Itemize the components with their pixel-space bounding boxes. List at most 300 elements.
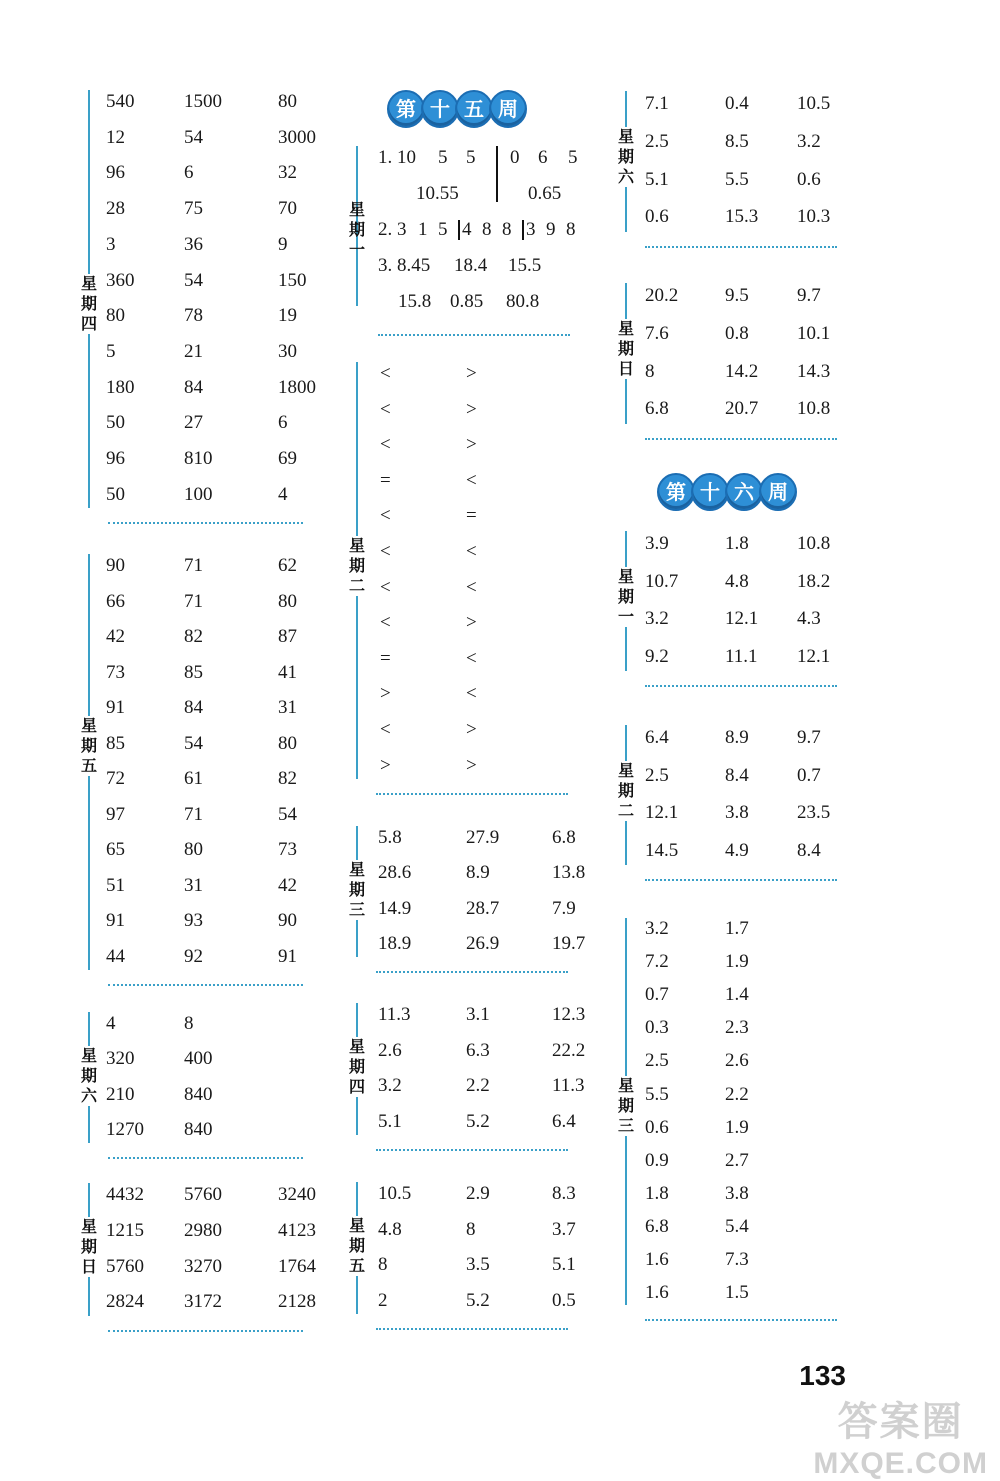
answer-cell: 4.8 <box>378 1218 402 1240</box>
answer-cell: 0.9 <box>645 1149 669 1171</box>
answer-cell: 0.6 <box>645 206 669 228</box>
answer-cell: 65 <box>106 839 125 860</box>
divider-line <box>522 220 524 240</box>
week-16-char: 第 <box>657 473 695 511</box>
answer-cell: 5 <box>106 340 116 362</box>
answer-cell: 22.2 <box>552 1039 586 1061</box>
answer-cell: 0.4 <box>725 93 749 114</box>
day-char: 二 <box>348 576 365 595</box>
answer-cell: < <box>380 398 391 420</box>
answer-cell: 7.2 <box>645 951 669 973</box>
answer-cell: 18.9 <box>378 932 412 954</box>
week-15-char: 五 <box>455 90 493 128</box>
answer-cell: 0.5 <box>552 1289 576 1311</box>
day-label <box>617 319 635 379</box>
section-block <box>348 997 588 1139</box>
answer-cell: 6.4 <box>645 727 669 748</box>
answer-cell: 11.3 <box>378 1004 411 1025</box>
answer-cell: 28.6 <box>378 862 412 884</box>
answer-cell: 0.85 <box>450 291 484 312</box>
day-char: 四 <box>348 1077 365 1096</box>
answer-cell: 71 <box>184 803 203 825</box>
answer-cell: 85 <box>184 661 203 683</box>
answer-cell: 15.3 <box>725 206 759 228</box>
answer-cell: 73 <box>106 661 125 683</box>
day-char: 一 <box>348 240 365 259</box>
answer-cell: 84 <box>184 697 203 718</box>
day-char: 一 <box>617 607 634 626</box>
answer-cell: 0.6 <box>645 1116 669 1138</box>
day-char: 五 <box>80 756 97 775</box>
day-char: 期 <box>348 1236 365 1255</box>
answer-cell: 80 <box>278 732 297 754</box>
answer-cell: 9 <box>278 233 288 255</box>
day-char: 期 <box>617 781 634 800</box>
section-block <box>348 356 588 783</box>
dotted-divider <box>108 1330 303 1332</box>
dotted-divider <box>108 522 303 524</box>
answer-cell: 4.3 <box>797 608 821 630</box>
answer-cell: 2.2 <box>466 1075 490 1096</box>
answer-cell: 3.8 <box>725 1182 749 1204</box>
answer-cell: 10.3 <box>797 206 831 228</box>
answer-cell: 0 <box>510 147 520 168</box>
day-char: 期 <box>80 1066 97 1085</box>
answer-cell: 1 <box>418 219 428 240</box>
section-block <box>617 85 857 236</box>
answer-cell: 840 <box>184 1118 213 1140</box>
answer-cell: 1.6 <box>645 1249 669 1270</box>
day-char: 六 <box>617 167 634 186</box>
section-w15-monday <box>348 140 588 320</box>
answer-cell: 5.5 <box>645 1083 669 1105</box>
answer-cell: 82 <box>184 626 203 647</box>
dotted-divider <box>378 334 570 336</box>
answer-cell: 8 <box>378 1254 388 1275</box>
answer-cell: 3.9 <box>645 533 669 554</box>
answer-cell: 28 <box>106 198 125 220</box>
dotted-divider <box>376 1149 568 1151</box>
answer-cell: 4.9 <box>725 839 749 861</box>
day-char: 期 <box>348 220 365 239</box>
day-char: 期 <box>348 880 365 899</box>
answer-cell: 1215 <box>106 1219 144 1241</box>
day-char: 期 <box>348 556 365 575</box>
watermark-text: 答案圈 <box>837 1400 964 1444</box>
answer-cell: 54 <box>184 126 203 148</box>
answer-cell: 91 <box>106 697 125 718</box>
day-label <box>348 200 366 260</box>
answer-cell: 8.9 <box>725 727 749 748</box>
answer-cell: 9 <box>546 219 556 240</box>
answer-cell: 91 <box>106 910 125 931</box>
week-16-char: 十 <box>691 473 729 511</box>
answer-cell: 14.2 <box>725 360 759 382</box>
answer-cell: 1800 <box>278 376 316 398</box>
answer-cell: 3270 <box>184 1255 222 1277</box>
answer-cell: 210 <box>106 1083 135 1105</box>
day-char: 期 <box>617 339 634 358</box>
answer-cell: 18.2 <box>797 570 831 592</box>
answer-cell: 2128 <box>278 1291 316 1313</box>
answer-cell: 1.9 <box>725 1116 749 1138</box>
answer-cell: 21 <box>184 340 203 362</box>
dotted-divider <box>645 438 837 440</box>
section-block <box>80 548 320 974</box>
day-char: 星 <box>617 1076 634 1095</box>
answer-cell: 7.6 <box>645 322 669 344</box>
answer-cell: 20.2 <box>645 285 679 306</box>
answer-cell: 80 <box>106 305 125 327</box>
answer-cell: 150 <box>278 269 307 291</box>
answer-cell: 96 <box>106 162 125 184</box>
answer-cell: 0.6 <box>797 168 821 190</box>
answer-cell: 3.1 <box>466 1004 490 1025</box>
answer-cell: 2.2 <box>725 1083 749 1105</box>
answer-cell: 6 <box>538 147 548 168</box>
answer-cell: 3 <box>106 233 116 255</box>
answer-cell: 70 <box>278 198 297 220</box>
answer-cell: 30 <box>278 340 297 362</box>
answer-cell: 3. 8.45 <box>378 255 431 276</box>
day-char: 三 <box>617 1116 634 1135</box>
answer-cell: > <box>466 398 477 420</box>
answer-cell: 27.9 <box>466 827 500 848</box>
answer-cell: > <box>380 683 391 705</box>
answer-cell: 12.1 <box>797 645 831 667</box>
answer-cell: 1.6 <box>645 1282 669 1304</box>
answer-cell: 6 <box>278 412 288 434</box>
answer-cell: 5 <box>438 147 448 168</box>
answer-cell: < <box>380 434 391 456</box>
answer-cell: 4 <box>106 1013 116 1034</box>
answer-cell: 2824 <box>106 1291 144 1313</box>
answer-cell: > <box>466 754 477 776</box>
answer-cell: 8 <box>502 219 512 240</box>
answer-cell: > <box>466 434 477 456</box>
week-15-char: 十 <box>421 90 459 128</box>
answer-cell: 71 <box>184 590 203 612</box>
answer-cell: 360 <box>106 269 135 291</box>
answer-cell: 8 <box>466 1218 476 1240</box>
answer-cell: 5.8 <box>378 827 402 848</box>
answer-cell: 15.5 <box>508 255 542 276</box>
answer-cell: 1.8 <box>645 1182 669 1204</box>
answer-cell: 27 <box>184 412 203 434</box>
answer-cell: 5.1 <box>645 168 669 190</box>
answer-cell: 320 <box>106 1048 135 1070</box>
answer-cell: 92 <box>184 945 203 967</box>
answer-cell: 1.8 <box>725 533 749 554</box>
answer-cell: 9.5 <box>725 285 749 306</box>
answer-cell: 80 <box>278 91 297 112</box>
section-block <box>80 84 320 512</box>
dotted-divider <box>645 246 837 248</box>
day-label <box>617 567 635 627</box>
day-char: 星 <box>617 127 634 146</box>
day-char: 星 <box>80 716 97 735</box>
answer-cell: 2.5 <box>645 1050 669 1072</box>
answer-cell: 4 <box>278 483 288 505</box>
answer-cell: 66 <box>106 590 125 612</box>
answer-cell: 44 <box>106 945 125 967</box>
answer-cell: 4 <box>462 219 472 240</box>
answer-cell: 5.1 <box>552 1254 576 1275</box>
answer-cell: 10.55 <box>416 183 459 204</box>
answer-cell: 12.1 <box>645 802 679 823</box>
day-char: 星 <box>80 274 97 293</box>
answer-cell: 31 <box>184 874 203 896</box>
day-label <box>80 1046 98 1106</box>
day-char: 期 <box>617 1096 634 1115</box>
answer-cell: 1764 <box>278 1255 316 1277</box>
dotted-divider <box>376 793 568 795</box>
day-char: 期 <box>617 587 634 606</box>
answer-cell: 540 <box>106 91 135 112</box>
day-label <box>348 1216 366 1276</box>
week-16-char: 周 <box>759 473 797 511</box>
answer-cell: 8 <box>482 219 492 240</box>
answer-cell: 93 <box>184 910 203 931</box>
answer-cell: 10.7 <box>645 570 679 592</box>
section-block <box>80 1006 320 1147</box>
answer-cell: 14.9 <box>378 897 412 919</box>
answer-cell: 7.1 <box>645 93 669 114</box>
day-label <box>617 127 635 187</box>
answer-cell: < <box>466 647 477 669</box>
day-char: 星 <box>348 200 365 219</box>
answer-cell: 2 <box>378 1289 388 1311</box>
answer-cell: 1.4 <box>725 984 749 1006</box>
section-block <box>348 820 588 961</box>
answer-cell: 50 <box>106 412 125 434</box>
dotted-divider <box>108 1157 303 1159</box>
answer-cell: 10.8 <box>797 398 831 420</box>
answer-cell: 10.5 <box>378 1183 412 1204</box>
dotted-divider <box>376 971 568 973</box>
answer-cell: 8.5 <box>725 130 749 152</box>
answer-cell: 0.7 <box>645 984 669 1006</box>
answer-cell: 6.4 <box>552 1110 576 1132</box>
section-block <box>617 912 857 1309</box>
answer-cell: 0.3 <box>645 1017 669 1039</box>
answer-cell: 32 <box>278 162 297 184</box>
answer-cell: 5.5 <box>725 168 749 190</box>
answer-cell: 400 <box>184 1048 213 1070</box>
answer-cell: 9.7 <box>797 727 821 748</box>
day-label <box>348 536 366 596</box>
answer-cell: 7.3 <box>725 1249 749 1270</box>
answer-cell: 8.4 <box>725 764 749 786</box>
day-char: 星 <box>80 1046 97 1065</box>
answer-cell: 0.7 <box>797 764 821 786</box>
day-char: 星 <box>348 860 365 879</box>
answer-cell: > <box>466 612 477 634</box>
answer-cell: 73 <box>278 839 297 860</box>
answer-cell: 10.5 <box>797 93 831 114</box>
answer-cell: 4123 <box>278 1219 316 1241</box>
answer-cell: 90 <box>106 555 125 576</box>
answer-cell: 2.5 <box>645 130 669 152</box>
answer-cell: 5.4 <box>725 1215 749 1237</box>
dotted-divider <box>645 685 837 687</box>
answer-cell: 2.6 <box>378 1039 402 1061</box>
answer-cell: 7.9 <box>552 897 576 919</box>
answer-cell: 28.7 <box>466 897 500 919</box>
answer-cell: < <box>380 505 391 527</box>
answer-cell: 3000 <box>278 126 316 148</box>
answer-cell: 78 <box>184 305 203 327</box>
answer-cell: 8.4 <box>797 839 821 861</box>
day-label <box>348 1037 366 1097</box>
answer-cell: 80.8 <box>506 291 540 312</box>
day-label <box>80 1217 98 1277</box>
answer-cell: 180 <box>106 376 135 398</box>
answer-cell: 2.9 <box>466 1183 490 1204</box>
answer-cell: 90 <box>278 910 297 931</box>
answer-cell: < <box>380 576 391 598</box>
day-label <box>348 860 366 920</box>
divider-line <box>458 220 460 240</box>
answer-cell: 69 <box>278 448 297 469</box>
dotted-divider <box>108 984 303 986</box>
answer-cell: 85 <box>106 732 125 754</box>
day-char: 期 <box>80 736 97 755</box>
day-char: 期 <box>80 1237 97 1256</box>
answer-cell: 1.5 <box>725 1282 749 1304</box>
day-char: 星 <box>80 1217 97 1236</box>
answer-cell: 82 <box>278 768 297 789</box>
answer-cell: 14.5 <box>645 839 679 861</box>
watermark-logo <box>813 1390 988 1481</box>
answer-cell: 2.3 <box>725 1017 749 1039</box>
section-block <box>617 277 857 428</box>
answer-cell: 72 <box>106 768 125 789</box>
answer-cell: 5 <box>438 219 448 240</box>
answer-cell: 3.5 <box>466 1254 490 1275</box>
answer-cell: 18.4 <box>454 255 488 276</box>
week-15-char: 周 <box>489 90 527 128</box>
answer-cell: < <box>466 683 477 705</box>
day-label <box>617 1076 635 1136</box>
answer-cell: 0.8 <box>725 322 749 344</box>
answer-cell: 6 <box>184 162 194 184</box>
day-char: 星 <box>617 761 634 780</box>
day-char: 期 <box>617 147 634 166</box>
answer-cell: 62 <box>278 555 297 576</box>
day-char: 星 <box>348 1037 365 1056</box>
answer-cell: 4.8 <box>725 570 749 592</box>
day-char: 星 <box>348 536 365 555</box>
answer-cell: 1.9 <box>725 951 749 973</box>
answer-cell: 71 <box>184 555 203 576</box>
day-char: 星 <box>617 319 634 338</box>
answer-cell: 3.2 <box>645 918 669 939</box>
answer-cell: < <box>466 576 477 598</box>
answer-cell: 3.2 <box>797 130 821 152</box>
answer-cell: 2.5 <box>645 764 669 786</box>
dotted-divider <box>645 1319 837 1321</box>
answer-cell: = <box>466 505 477 527</box>
dotted-divider <box>645 879 837 881</box>
week-15-badge <box>387 90 523 126</box>
answer-cell: 23.5 <box>797 802 831 823</box>
answer-cell: 810 <box>184 448 213 469</box>
answer-cell: 31 <box>278 697 297 718</box>
answer-cell: 3240 <box>278 1184 316 1205</box>
answer-cell: 13.8 <box>552 862 586 884</box>
section-block <box>617 719 857 869</box>
dotted-divider <box>376 1328 568 1330</box>
answer-cell: 6.3 <box>466 1039 490 1061</box>
answer-cell: 80 <box>278 590 297 612</box>
answer-cell: 61 <box>184 768 203 789</box>
answer-cell: 87 <box>278 626 297 647</box>
answer-cell: > <box>466 363 477 384</box>
answer-cell: 26.9 <box>466 932 500 954</box>
answer-cell: 54 <box>184 732 203 754</box>
day-char: 四 <box>80 314 97 333</box>
answer-cell: 5.2 <box>466 1289 490 1311</box>
answer-cell: < <box>380 719 391 740</box>
answer-cell: 2.7 <box>725 1149 749 1171</box>
answer-cell: 84 <box>184 376 203 398</box>
answer-cell: 91 <box>278 945 297 967</box>
divider-line <box>496 146 498 202</box>
answer-cell: > <box>466 719 477 740</box>
answer-cell: 3.7 <box>552 1218 576 1240</box>
answer-cell: 19 <box>278 305 297 327</box>
answer-cell: 42 <box>278 874 297 896</box>
answer-cell: 1270 <box>106 1118 144 1140</box>
answer-cell: 5 <box>568 147 578 168</box>
answer-cell: 12 <box>106 126 125 148</box>
answer-cell: 10.1 <box>797 322 831 344</box>
section-block <box>80 1177 320 1320</box>
answer-cell: 51 <box>106 874 125 896</box>
answer-cell: < <box>380 612 391 634</box>
answer-cell: 3.2 <box>378 1075 402 1096</box>
day-char: 星 <box>617 567 634 586</box>
answer-cell: < <box>466 469 477 491</box>
day-label <box>80 716 98 776</box>
answer-cell: 2980 <box>184 1219 222 1241</box>
answer-cell: 5.2 <box>466 1110 490 1132</box>
answer-cell: 80 <box>184 839 203 860</box>
answer-cell: 8.9 <box>466 862 490 884</box>
day-char: 期 <box>348 1057 365 1076</box>
section-block <box>348 1176 588 1318</box>
day-char: 五 <box>348 1256 365 1275</box>
answer-cell: < <box>466 541 477 562</box>
answer-cell: 41 <box>278 661 297 683</box>
answer-cell: 14.3 <box>797 360 831 382</box>
answer-cell: < <box>380 541 391 562</box>
answer-cell: 5760 <box>184 1184 222 1205</box>
answer-cell: 5 <box>466 147 476 168</box>
answer-cell: 19.7 <box>552 932 586 954</box>
answer-cell: 54 <box>184 269 203 291</box>
answer-cell: 1. 10 <box>378 147 416 168</box>
answer-cell: 2. 3 <box>378 219 407 240</box>
answer-cell: 8 <box>184 1013 194 1034</box>
answer-cell: 9.7 <box>797 285 821 306</box>
answer-cell: = <box>380 647 391 669</box>
answer-cell: 840 <box>184 1083 213 1105</box>
answer-cell: 6.8 <box>645 398 669 420</box>
day-char: 期 <box>80 294 97 313</box>
answer-cell: > <box>380 754 391 776</box>
